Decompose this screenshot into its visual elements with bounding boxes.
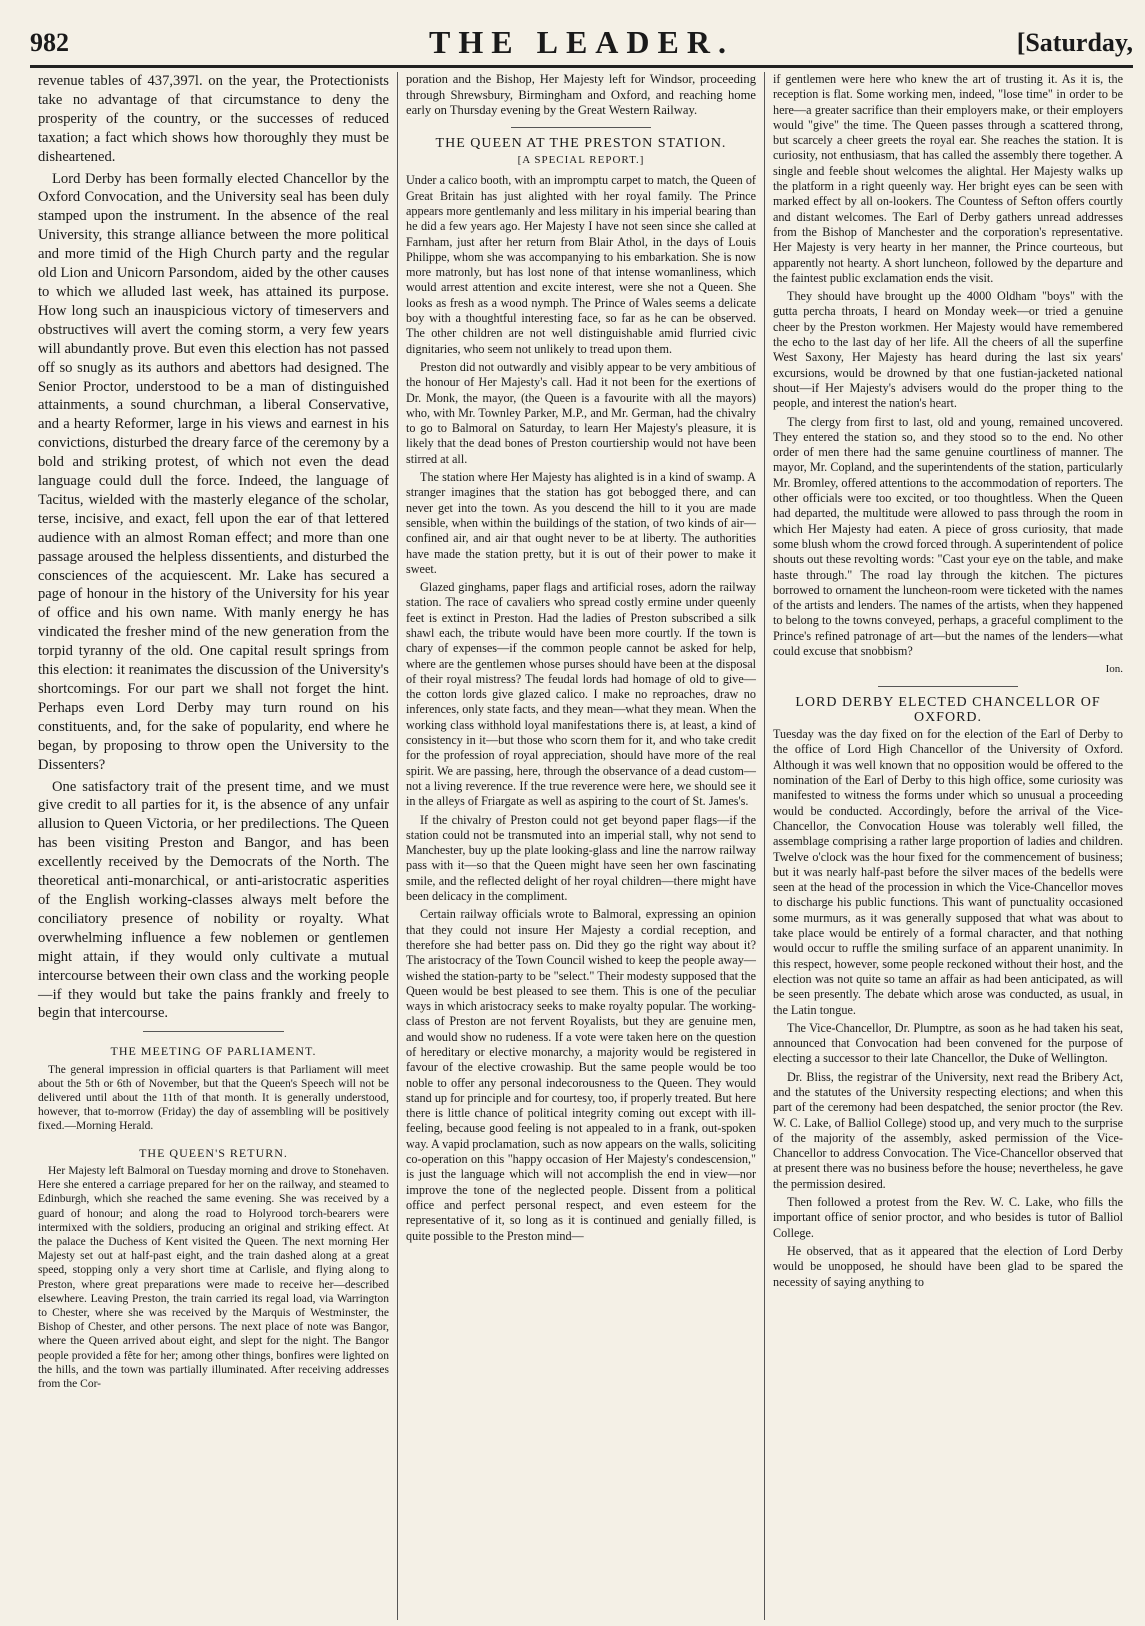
paragraph: One satisfactory trait of the present time, and we must give credit to all parties for it, is the absence of any unfair allusion to Queen Victoria, or her predilections. The Queen has been visiting Preston and Bangor, and has been excellently received by the Democrats of the North. The theoretical anti-monarchical, or anti-aristocratic asperities of the English working-classes always melt before the conciliatory presence of nobility or royalty. What overwhelming influence a few noblemen or gentlemen might attain, if they would only cultivate a mutual intercourse between their own class and the working people—if they would but take the pains frankly and freely to begin that intercourse. xyxy=(38,778,389,1022)
section-divider xyxy=(878,686,1018,687)
masthead xyxy=(30,22,1133,66)
paragraph: Lord Derby has been formally elected Chancellor by the Oxford Convocation, and the University seal has been duly stamped upon the instrument. In the absence of the real University, this strange alliance between the more political and more timid of the High Church party and the regular old Lion and Unicorn Parsondom, aided by the other causes to which we alluded last week, has attained its purpose. How long such an inauspicious victory of timeservers and obstructives will avert the coming storm, a very few years will abundantly prove. But even this election has not passed off so snugly as its authors and abettors had designed. The Senior Proctor, understood to be a man of distinguished attainments, a sound churchman, a liberal Conservative, and a hearty Reformer, large in his views and earnest in his convictions, disturbed the dreary farce of the ceremony by a bold and striking protest, of which not even the dead language could dull the force. Indeed, the language of Tacitus, wielded with the masterly elegance of the scholar, terse, incisive, and exact, fell upon the ear of that lettered audience with an almost Roman effect; and more than one passage aroused the helpless dissentients, and disturbed the consciences of the acquiescent. Mr. Lake has secured a page of honour in the history of the University for his year of office and his own name. With manly energy he has vindicated the fresher mind of the new generation from the torpid tyranny of the old. One capital result springs from this election: it reanimates the discussion of the University's shortcomings. For our part we shall not forget the hint. Perhaps even Lord Derby may turn round on his constituents, and, for the sake of popularity, end where he began, by proposing to throw open the University to the Dissenters? xyxy=(38,170,389,773)
paragraph: Preston did not outwardly and visibly appear to be very ambitious of the honour of Her Majesty's call. Had it not been for the exertions of Dr. Monk, the mayor, (the Queen is a favourite with all the mayors) who, with Mr. Townley Parker, M.P., and Mr. German, had the chivalry to go to Balmoral on Saturday, to learn Her Majesty's pleasure, it is likely that the dead bones of Preston courtiership would not have been stirred at all. xyxy=(406,359,756,466)
column-3 xyxy=(764,72,1131,1620)
paragraph: Dr. Bliss, the registrar of the University, next read the Bribery Act, and the statutes of the University respecting elections; and when this part of the ceremony had been despatched, the senior proctor (the Rev. W. C. Lake, of Balliol College) stood up, and very much to the surprise of the majority of the assembly, asked permission of the Vice-Chancellor to address Convocation. The Vice-Chancellor observed that at present there was no business before the house; nevertheless, he gave the permission desired. xyxy=(773,1069,1123,1191)
newspaper-title: THE LEADER. xyxy=(429,24,734,60)
paragraph: if gentlemen were here who knew the art of trusting it. As it is, the reception is flat. Some working men, indeed, "lose time" in order to be here—a greater sacrifice than their employers make, or their employers would "give" the time. The Queen passes through a scattered throng, but scarcely a cheer greets the royal ear. She reaches the station. It is curiosity, not enthusiasm, that has called the assembly there together. A single and feeble shout welcomes the alightal. Her Majesty walks up the platform in a right queenly way. Her bright eyes can be seen with marked effect by all on-lookers. The Countess of Sefton offers courtly and distant welcomes. The Earl of Derby gathers unread addresses from the Bishop of Manchester and the corporation's representative. Her Majesty is very hearty in her manner, the Prince courteous, but apparently not hearty. A short luncheon, followed by the departure and the faintest public exclamation ends the visit. xyxy=(773,72,1123,285)
paragraph: Glazed ginghams, paper flags and artificial roses, adorn the railway station. The race of cavaliers who spread costly ermine under queenly feet is extinct in Preston. Had the ladies of Preston subscribed a silk shawl each, the tribute would have been more courtly. If the town is chary of expenses—if the common people cannot be asked for help, where are the gentlemen whose purses should have been at the disposal of their royal mistress? The feudal lords had homage of old to give—the cotton lords give glazed calico. I make no reproaches, draw no inferences, only state facts, and they mean—what they mean. When the working class withhold loyal manifestations there is, at least, a kind of consistency in it—but those who scorn them for it, and who take credit for the profession of royal appreciation, should have more of the real spirit. We are passing, here, through the observance of a dead custom—not a living reverence. If the true reverence were here, we should see it in the alleys of Friargate as well as aspiring to the court of St. James's. xyxy=(406,580,756,809)
column-2 xyxy=(397,72,764,1620)
paragraph: If the chivalry of Preston could not get beyond paper flags—if the station could not be transmuted into an imperial stall, why not send to Manchester, buy up the plate looking-glass and line the narrow railway pass with it—so that the Queen might have seen her own fascinating smile, and the reflected delight of her royal children—there might have been delicacy in the compliment. xyxy=(406,812,756,904)
paragraph: revenue tables of 437,397l. on the year, the Protectionists take no advantage of that circumstance to deny the prosperity of the country, or the successes of reduced taxation; a fact which shows how thoroughly they must be disheartened. xyxy=(38,73,389,165)
paragraph: The Vice-Chancellor, Dr. Plumptre, as soon as he had taken his seat, announced that Convocation had been convened for the purpose of electing a successor to their late Chancellor, the Duke of Wellington. xyxy=(773,1020,1123,1066)
paragraph: Then followed a protest from the Rev. W. C. Lake, who fills the important office of senior proctor, and who besides is tutor of Balliol College. xyxy=(773,1195,1123,1240)
section-heading: THE QUEEN'S RETURN. xyxy=(139,1145,288,1160)
section-divider xyxy=(511,127,651,128)
paragraph: Her Majesty left Balmoral on Tuesday morning and drove to Stonehaven. Here she entered a carriage prepared for her on the railway, and steamed to Edinburgh, which she reached the same evening. She was received by a guard of honour; and along the road to Holyrood torch-bearers were intermixed with the soldiers, producing an original and striking effect. At the palace the Duchess of Kent visited the Queen. The next morning Her Majesty set out at half-past eight, and the train dashed along at a great speed, stopping only a very short time at Carlisle, and flying along to Preston, where great preparations were made to receive her—described elsewhere. Leaving Preston, the train carried its regal load, via Warrington to Chester, where she was received by the Marquis of Westminster, the Bishop of Chester, and other persons. The next place of note was Bangor, where the Queen arrived about eight, and slept for the night. The Bangor people provided a fête for her; among other things, bonfires were lighted on the hills, and the town was partially illuminated. After receiving addresses from the Cor- xyxy=(38,1164,389,1390)
paragraph: He observed, that as it appeared that the election of Lord Derby would be unopposed, he should have been glad to be spared the necessity of saying anything to xyxy=(773,1243,1123,1289)
paragraph: The station where Her Majesty has alighted is in a kind of swamp. A stranger imagines that the station has got bebogged there, and can never get into the town. As you descend the hill to it you are made sensible, when within the buildings of the station, of two kinds of air—confined air, and air that ought never to be at liberty. The authorities have made the station pretty, but it is out of their power to make it sweet. xyxy=(406,470,756,576)
author-signature: Ion. xyxy=(1105,663,1123,676)
paragraph: The general impression in official quarters is that Parliament will meet about the 5th or 6th of November, but that the Queen's Speech will not be delivered until about the 11th of that month. It is generally understood, however, that to-morrow (Friday) the day of assembling will be positively fixed.—Morning Herald. xyxy=(38,1063,389,1133)
page-number: 982 xyxy=(30,28,69,57)
column-1 xyxy=(30,72,397,1620)
article-heading: THE QUEEN AT THE PRESTON STATION. xyxy=(435,135,727,151)
paragraph: Tuesday was the day fixed on for the election of the Earl of Derby to the office of Lord High Chancellor of the University of Oxford. Although it was well known that no opposition would be offered to the nomination of the Earl of Derby to this high office, some curiosity was manifested to witness the forms under which so unusual a proceeding would be conducted. Accordingly, before the arrival of the Vice-Chancellor, the Convocation House was tolerably well filled, the assemblage comprising a rather large proportion of ladies and children. Twelve o'clock was the hour fixed for the commencement of business; but it was nearly half-past before the silver maces of the bedells were seen at the head of the procession in which the Vice-Chancellor moves to discharge his public functions. This want of punctuality occasioned some murmurs, as it was generally supposed that what was about to take place would be entirely of a formal character, and that nothing would occur to ruffle the smiling surface of an apparent unanimity. In this respect, however, some people reckoned without their host, and the election was not quite so tame an affair as had been anticipated, as will be seen presently. The debate which arose was conducted, as usual, in the Latin tongue. xyxy=(773,727,1123,1017)
paragraph: Certain railway officials wrote to Balmoral, expressing an opinion that they could not insure Her Majesty a cordial reception, and therefore she had better pass on. Did they go the right way about it? The aristocracy of the Town Council wished to keep the people away—wished the station-party to be "select." Their modesty supposed that the Queen would be best pleased to see them. This is one of the peculiar ways in which aristocracy seeks to make royalty popular. The working-class of Preston are not fervent Royalists, but they are genuine men, and would show no rudeness. If a vote were taken here on the question of hereditary or elective monarchy, a majority would be registered in favour of the elective crowaship. But the same people would be too noble to offer any personal indecorousness to the Queen. They would stand up for principle and for courtesy, too, if properly treated. But here there is little chance of political integrity coming out except with ill-feeling, because good feeling is not appealed to in a frank, out-spoken way. A vapid proclamation, such as now appears on the walls, soliciting co-operation on this "happy occasion of Her Majesty's condescension," is just the language which will not accomplish the end in view—nor improve the tone of the neglected people. Dissent from a political office and perfect personal respect, and even esteem for the representative of it, so long as it is continued and genially filled, is quite possible to the Preston mind— xyxy=(406,907,756,1243)
article-heading: LORD DERBY ELECTED CHANCELLOR OF OXFORD. xyxy=(795,694,1101,725)
section-divider xyxy=(143,1031,283,1032)
paragraph: They should have brought up the 4000 Oldham "boys" with the gutta percha throats, I heard on Monday week—or tried a genuine cheer by the Preston workmen. Her Majesty would have remembered the echo to the last day of her life. All the cheers of all the superfine West Saxony, Her Majesty has heard during the last six years' excursions, would be drowned by that one fustian-jacketed national shout—if Her Majesty's advisers would do the proper thing to the people, and interest the nation's heart. xyxy=(773,289,1123,411)
article-subheading: [A SPECIAL REPORT.] xyxy=(517,154,645,167)
masthead-rule xyxy=(30,65,1133,68)
paragraph: The clergy from first to last, old and young, remained uncovered. They entered the station so, and they stood so to the end. No other order of men there had the same genuine courtliness of manner. The mayor, Mr. Copland, and the superintendents of the station, particularly Mr. Bromley, offered attentions to the accommodation of reporters. The other officials were too excited, or too thoughtless. When the Queen had departed, the multitude were allowed to pass through the room in which Her Majesty had eaten. A piece of gross curiosity, that made some blush whom the crowd forced through. A superintendent of police shouts out these revolting words: "Cast your eye on the table, and make haste through." The road lay through the kitchen. The pictures borrowed to ornament the luncheon-room were ticketed with the names of the artists and lenders. The names of the artists, when they happened to belong to the towns conveyed, perhaps, a graceful compliment to the Prince's refined patronage of art—but the names of the lenders—what could excuse that snobbism? xyxy=(773,414,1123,658)
issue-day: [Saturday, xyxy=(1016,28,1133,57)
article-columns xyxy=(30,72,1133,1620)
paragraph: poration and the Bishop, Her Majesty left for Windsor, proceeding through Shrewsbury, Birmingham and Oxford, and reaching home early on Thursday evening by the Great Western Railway. xyxy=(406,72,756,118)
paragraph: Under a calico booth, with an impromptu carpet to match, the Queen of Great Britain has just alighted with her royal family. The Prince appears more gentlemanly and less military in his imperial bearing than he did a few years ago. Her Majesty I have not seen since she called at Farnham, just after her return from Blair Athol, in the days of Louis Philippe, whom she was accompanying to his embarkation. She is now more matronly, but has lost none of that intense womanliness, which would arrest attention and excite interest, were she not a Queen. She looks as fresh as a wood nymph. The Prince of Wales seems a delicate boy with a thoughtful interesting face, so far as he can be observed. The other children are not well distinguishable amid flurried civic dignitaries, who seem not unlikely to tread upon them. xyxy=(406,173,756,356)
section-heading: THE MEETING OF PARLIAMENT. xyxy=(110,1044,317,1059)
